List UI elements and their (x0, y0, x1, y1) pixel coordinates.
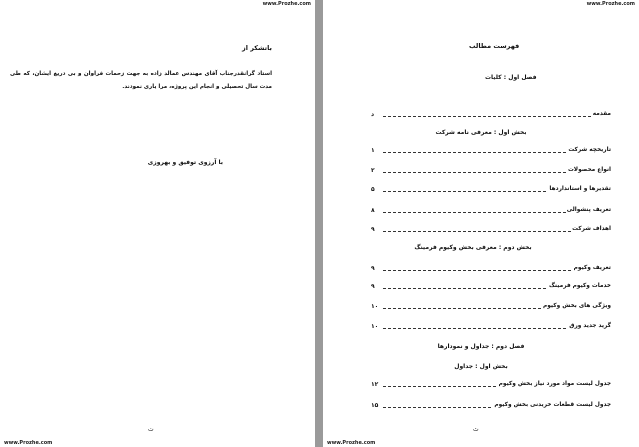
toc-entry[interactable] (371, 186, 611, 194)
toc-entry-page: ۸ (371, 207, 375, 214)
toc-entry-page: ۹ (371, 283, 375, 290)
toc-entry-label: ویژگی های بخش وکیوم (543, 303, 611, 309)
right-page (323, 0, 639, 447)
toc-entry-page: ۱۰ (371, 303, 379, 310)
left-page (0, 0, 315, 447)
toc-entry-label: تقدیرها و استانداردها (549, 186, 611, 192)
toc-title: فهرست مطالب (469, 42, 520, 50)
toc-entry-label: خدمات وکیوم فرمینگ (548, 283, 611, 289)
dedication-title: باتشکر از (242, 44, 272, 52)
toc-entry-label: اهداف شرکت (572, 226, 611, 232)
toc-entry-page: ۵ (371, 186, 375, 193)
toc-entry[interactable] (371, 402, 611, 410)
toc-entry[interactable] (371, 265, 611, 273)
toc-entry-page: ۱۵ (371, 402, 379, 409)
dedication-body: استاد گرانقدرجناب آقای مهندس عمالد زاده به جهت زحمات فراوان و بی دریغ ایشان، که طی مدت سال تحصیلی و انجام این پروژه، مرا یاری نمودند. (10, 71, 272, 90)
page-number: ت (148, 426, 154, 433)
toc-entry-label: گرید جدید ورق (569, 323, 611, 329)
toc-entry-label: تعریف وکیوم (573, 265, 611, 271)
toc-entry[interactable] (371, 207, 611, 215)
dedication-wish: با آرزوی توفیق و بهروزی (147, 159, 223, 166)
toc-entry-label: تاریخچه شرکت (568, 147, 611, 153)
section-heading: بخش اول : جداول (454, 363, 508, 370)
toc-entry-page: ۱ (371, 147, 375, 154)
toc-entry-intro[interactable] (371, 111, 611, 119)
footer-url: www.Prozhe.com (4, 440, 53, 446)
page-number: ث (473, 426, 479, 433)
toc-entry[interactable] (371, 283, 611, 291)
section-heading: بخش اول : معرفی نامه شرکت (435, 129, 527, 136)
toc-entry[interactable] (371, 167, 611, 175)
toc-entry-label: جدول لیست مواد مورد نیاز بخش وکیوم (498, 381, 611, 387)
footer-url: www.Prozhe.com (327, 440, 376, 446)
section-heading: بخش دوم : معرفی بخش وکیوم فرمینگ (414, 244, 532, 251)
toc-entry-label: انواع محصولات (567, 167, 611, 173)
toc-entry-page: ۹ (371, 226, 375, 233)
toc-entry-page: ۹ (371, 265, 375, 272)
toc-entry-label: جدول لیست قطعات خریدنی بخش وکیوم (494, 402, 611, 408)
toc-entry-label: تعریف پنشوالی (566, 207, 611, 213)
header-url: www.Prozhe.com (262, 1, 311, 7)
toc-entry[interactable] (371, 147, 611, 155)
chapter-heading: فصل اول : کلیات (485, 74, 537, 81)
toc-entry[interactable] (371, 303, 611, 311)
chapter-heading: فصل دوم : جداول و نمودارها (437, 343, 525, 350)
toc-entry[interactable] (371, 323, 611, 331)
leader-dots (383, 116, 611, 117)
toc-entry-label: مقدمه (592, 111, 611, 117)
toc-entry-page: د (371, 111, 375, 118)
toc-entry-page: ۱۰ (371, 323, 379, 330)
toc-entry[interactable] (371, 381, 611, 389)
header-url: www.Prozhe.com (586, 1, 635, 7)
toc-entry-page: ۲ (371, 167, 375, 174)
toc-entry[interactable] (371, 226, 611, 234)
toc-entry-page: ۱۲ (371, 381, 379, 388)
